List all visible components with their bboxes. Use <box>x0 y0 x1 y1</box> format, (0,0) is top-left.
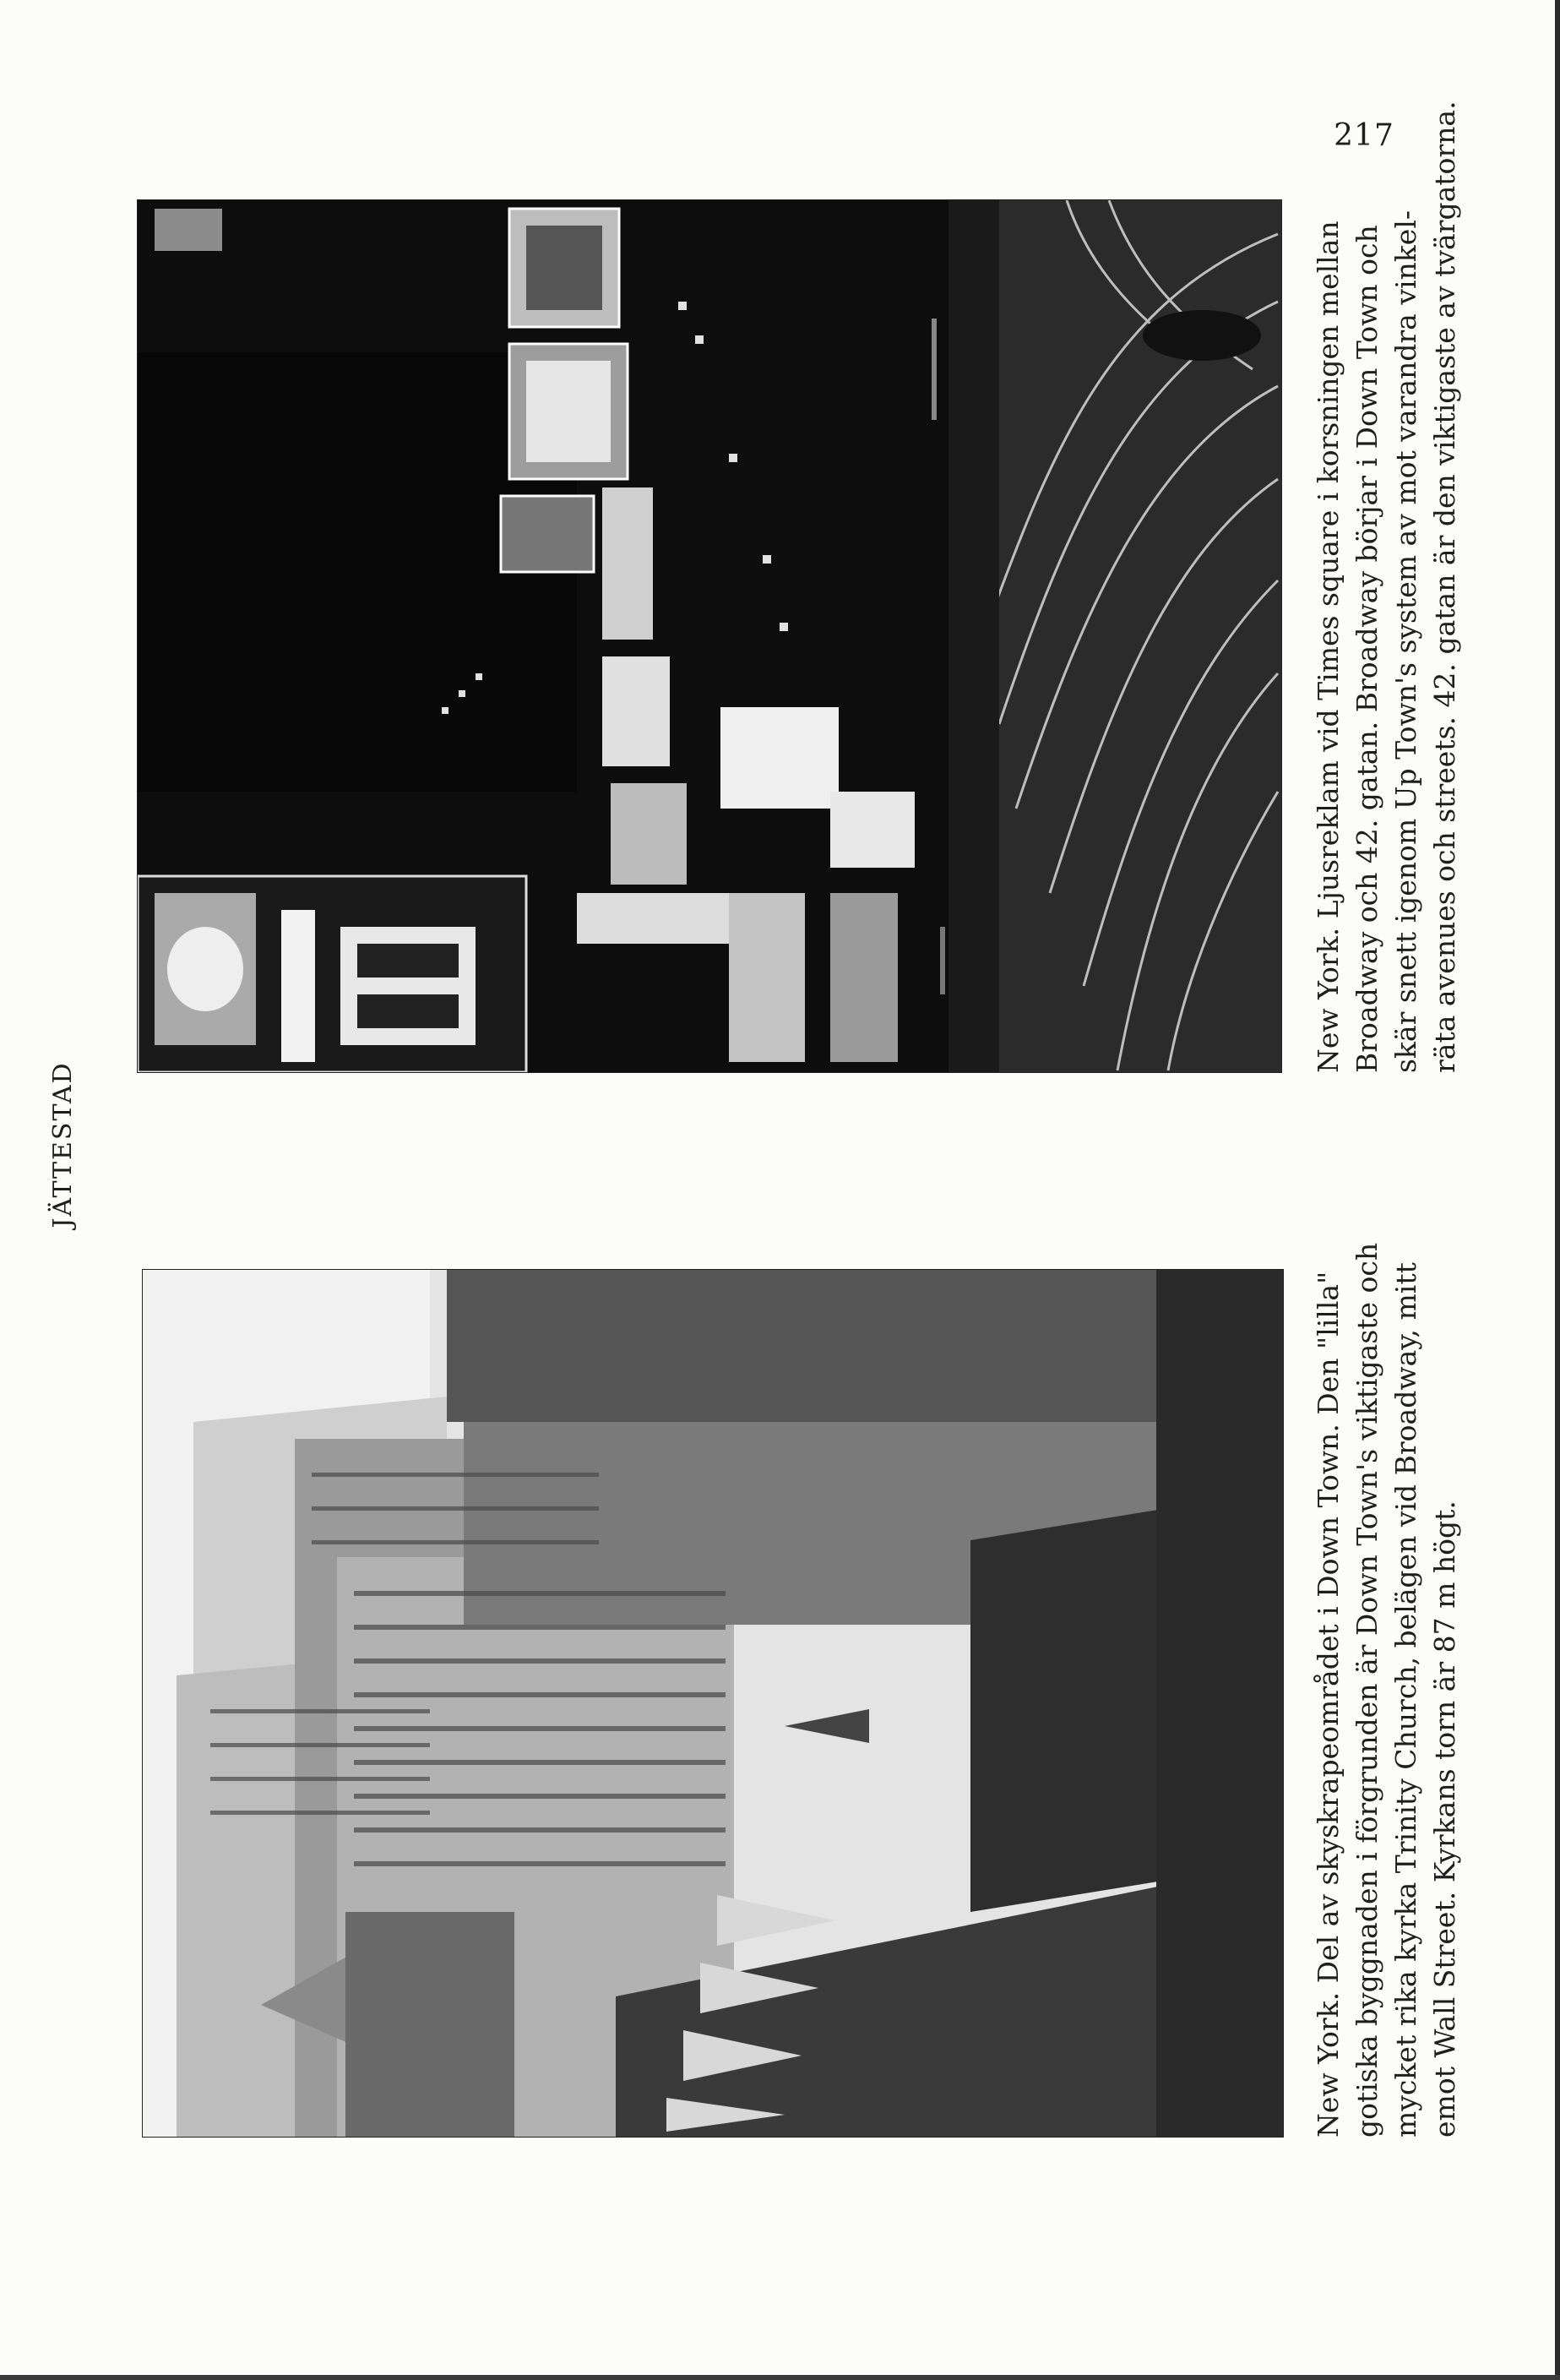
skyscraper-image <box>143 1270 1283 2137</box>
caption-line: skär snett igenom Up Town's system av mot varandra vinkel- <box>1389 210 1422 1073</box>
night-street-image <box>138 200 1281 1072</box>
photo-times-square <box>137 199 1282 1073</box>
page-edge-bottom <box>0 2375 1560 2380</box>
page-edge-right <box>1555 0 1560 2380</box>
caption-line: gotiska byggnaden i förgrunden är Down Town's viktigaste och <box>1351 1242 1383 2138</box>
caption-down-town <box>1309 1242 1465 2138</box>
caption-line: New York. Del av skyskrapeområdet i Down Town. Den "lilla" <box>1312 1271 1345 2138</box>
photo-down-town <box>142 1269 1284 2138</box>
running-head: JÄTTESTAD <box>48 1061 78 1228</box>
caption-line: emot Wall Street. Kyrkans torn är 87 m högt. <box>1428 1500 1461 2138</box>
page-number: 217 <box>1334 118 1394 153</box>
caption-line: räta avenues och streets. 42. gatan är den viktigaste av tvärgatorna. <box>1428 101 1461 1073</box>
caption-line: mycket rika kyrka Trinity Church, belägen vid Broadway, mitt <box>1389 1262 1422 2138</box>
caption-line: Broadway och 42. gatan. Broadway börjar i Down Town och <box>1351 225 1383 1073</box>
caption-line: New York. Ljusreklam vid Times square i korsningen mellan <box>1312 221 1345 1073</box>
